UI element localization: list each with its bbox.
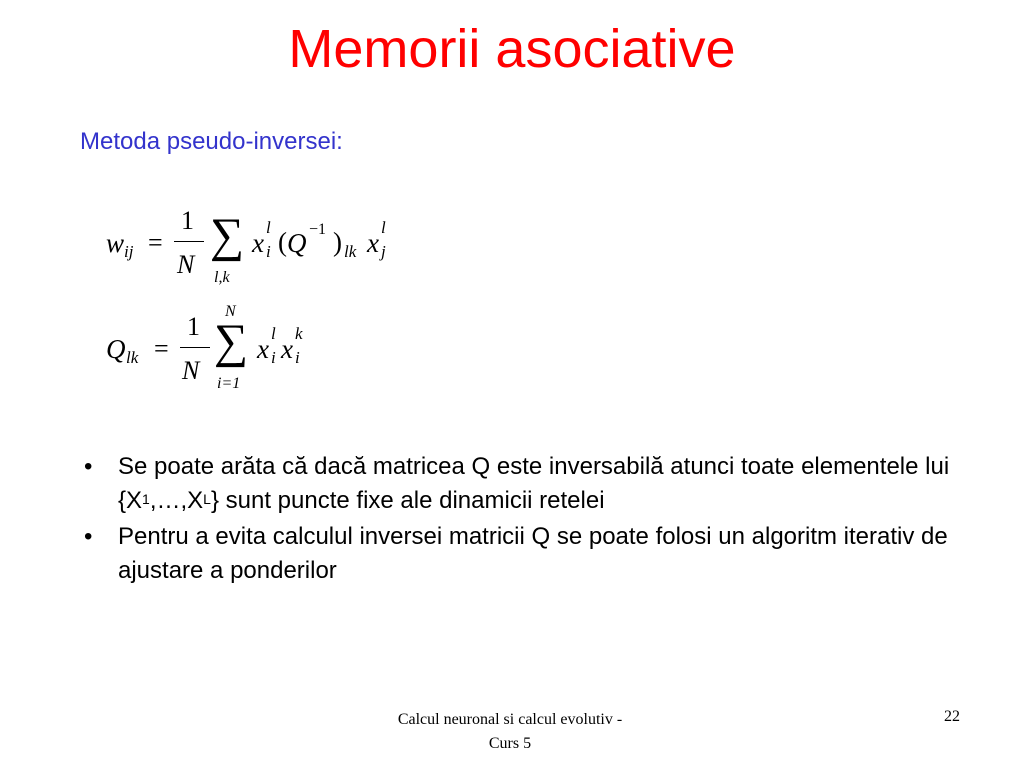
slide-title: Memorii asociative bbox=[288, 19, 736, 79]
eq2-x2: x bbox=[281, 334, 293, 364]
eq2-numerator: 1 bbox=[187, 312, 200, 341]
bullet-marker: • bbox=[84, 523, 93, 550]
eq1-open-paren: ( bbox=[278, 227, 287, 257]
eq2-x2-sub: i bbox=[295, 348, 300, 367]
eq1-close-paren: ) bbox=[333, 227, 342, 257]
eq2-lhs: Q bbox=[106, 334, 126, 364]
eq2-fraction-bar bbox=[180, 347, 210, 348]
superscript: 1 bbox=[142, 491, 150, 507]
eq1-fraction-bar bbox=[174, 241, 204, 242]
bullet-marker: • bbox=[84, 453, 93, 480]
slide-footer bbox=[340, 708, 680, 756]
slide-subtitle: Metoda pseudo-inversei: bbox=[80, 128, 343, 155]
eq2-lhs-sub: lk bbox=[126, 348, 139, 367]
eq2-sum-upper: N bbox=[225, 303, 236, 320]
eq2-sum-lower: i=1 bbox=[217, 375, 241, 392]
eq2-x1-sub: i bbox=[271, 348, 276, 367]
eq1-lhs: w bbox=[106, 228, 125, 258]
superscript: L bbox=[203, 491, 211, 507]
eq2-equals: = bbox=[154, 334, 169, 363]
page-number: 22 bbox=[944, 708, 960, 725]
bullet-text: Se poate arăta că dacă matricea Q este inversabilă atunci toate elementele lui {X bbox=[118, 453, 950, 514]
eq1-x2-sup: l bbox=[381, 218, 386, 237]
eq1-q-sup: −1 bbox=[309, 221, 327, 238]
bullet-item bbox=[80, 450, 980, 518]
bullet-text: Pentru a evita calculul inversei matricii Q se poate folosi un algoritm iterativ de ajustare a ponderilor bbox=[118, 523, 948, 584]
eq2-denominator: N bbox=[182, 356, 200, 385]
eq2-x1-sup: l bbox=[271, 324, 276, 343]
bullet-text: ,…,X bbox=[149, 487, 204, 514]
eq1-sum-index: l,k bbox=[214, 269, 230, 286]
eq1-paren-sub: lk bbox=[344, 242, 357, 261]
eq1-x1-sub: i bbox=[266, 242, 271, 261]
eq2-x2-sup: k bbox=[295, 324, 303, 343]
eq1-x1: x bbox=[252, 228, 264, 258]
eq1-q: Q bbox=[287, 228, 307, 258]
eq1-lhs-sub: ij bbox=[124, 242, 134, 261]
eq2-x1: x bbox=[257, 334, 269, 364]
eq1-numerator: 1 bbox=[181, 206, 194, 235]
eq1-x2-sub: j bbox=[381, 242, 386, 261]
footer-line-1: Calcul neuronal si calcul evolutiv - bbox=[397, 711, 623, 728]
bullet-text: } sunt puncte fixe ale dinamicii retelei bbox=[210, 487, 605, 514]
bullet-list bbox=[80, 450, 980, 590]
bullet-item bbox=[80, 520, 980, 588]
eq1-x1-sup: l bbox=[266, 218, 271, 237]
eq2-sum-icon: ∑ bbox=[214, 315, 249, 368]
eq1-denominator: N bbox=[177, 250, 195, 279]
eq1-sum-icon: ∑ bbox=[210, 209, 245, 262]
eq1-equals: = bbox=[148, 228, 163, 257]
eq1-x2: x bbox=[367, 228, 379, 258]
footer-line-2: Curs 5 bbox=[488, 735, 532, 752]
